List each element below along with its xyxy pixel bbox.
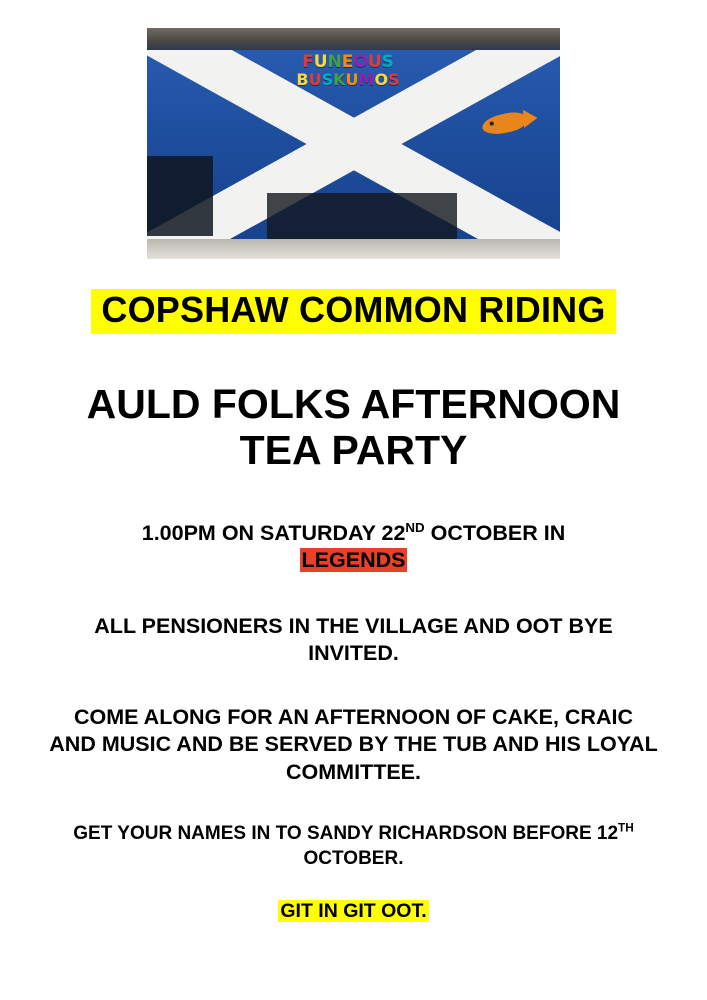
venue-name: LEGENDS: [301, 548, 406, 573]
invitation-text: ALL PENSIONERS IN THE VILLAGE AND OOT BYE INVITED.: [94, 613, 613, 666]
event-datetime-line: [142, 520, 566, 575]
title-highlight-band: [91, 289, 615, 334]
photo-top-wall-strip: [147, 28, 560, 50]
event-date-suffix: OCTOBER IN: [424, 520, 566, 545]
date-ordinal-suffix: ND: [405, 519, 425, 535]
event-time-date-prefix: 1.00PM ON SATURDAY 22: [141, 520, 406, 545]
rsvp-ordinal-suffix: TH: [618, 821, 634, 835]
rsvp-prefix: GET YOUR NAMES IN TO SANDY RICHARDSON BEFORE 12: [73, 823, 619, 845]
rsvp-text: [44, 822, 664, 871]
outro-text: GIT IN GIT OOT.: [280, 899, 427, 922]
come-along-text: COME ALONG FOR AN AFTERNOON OF CAKE, CRAIC AND MUSIC AND BE SERVED BY THE TUB AND HIS LOYAL COMMITTEE.: [49, 704, 658, 784]
outro-line: [278, 899, 428, 924]
page-title: COPSHAW COMMON RIDING: [101, 289, 606, 330]
photo-bottom-strip: [147, 239, 560, 259]
photo-dark-panel-center: [267, 193, 457, 239]
venue-line: [142, 547, 566, 575]
saltire-flag-banner-photo: [147, 28, 560, 259]
rsvp-suffix: OCTOBER.: [303, 847, 404, 869]
photo-dark-panel-left: [147, 156, 213, 236]
event-headline: AULD FOLKS AFTERNOON TEA PARTY: [86, 380, 621, 473]
banner-lettering: FUNEOUS BUSKUMOS: [296, 52, 400, 89]
